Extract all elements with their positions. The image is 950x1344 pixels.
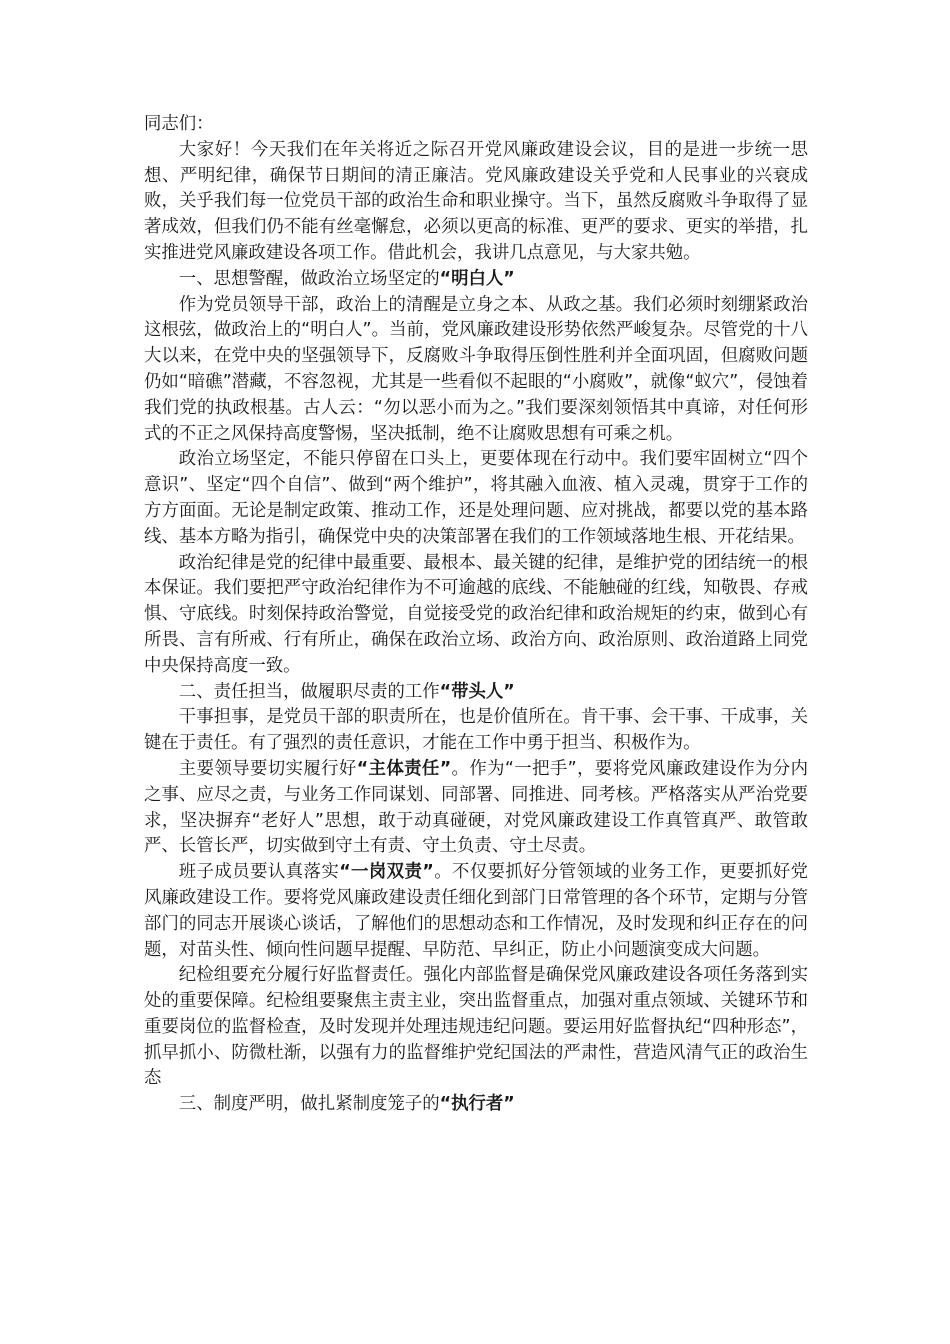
paragraph-political-stance: 政治立场坚定，不能只停留在口头上，更要体现在行动中。我们要牢固树立“四个意识”、坚定“四个自信”、做到“两个维护”，将其融入血液、植入灵魂，贯穿于工作的方方面面。无论是制定政策、推动工作，还是处理问题、应对挑战，都要以党的基本路线、基本方略为指引，确保党中央的决策部署在我们的工作领域落地生根、开花结果。	[144, 449, 808, 547]
salutation: 同志们：	[144, 114, 214, 134]
team-members-after: 。不仅要抓好分管领域的业务工作，更要抓好党风廉政建设工作。要将党风廉政建设责任细化到部门日常管理的各个环节，定期与分管部门的同志开展谈心谈话，了解他们的思想动态和工作情况，及时发现和纠正存在的问题，对苗头性、倾向性问题早提醒、早防范、早纠正，防止小问题演变成大问题。	[144, 862, 808, 960]
team-members-emphasis: “一岗双责”	[339, 862, 434, 883]
section-heading-1	[144, 267, 808, 293]
section-heading-1-text: 一、思想警醒，做政治立场坚定的	[178, 268, 440, 289]
paragraph-political-discipline: 政治纪律是党的纪律中最重要、最根本、最关键的纪律，是维护党的团结统一的根本保证。我们要把严守政治纪律作为不可逾越的底线、不能触碰的红线，知敬畏、存戒惧、守底线。时刻保持政治警觉，自觉接受党的政治纪律和政治规矩的约束，做到心有所畏、言有所戒、行有所止，确保在政治立场、政治方向、政治原则、政治道路上同党中央保持高度一致。	[144, 552, 808, 676]
paragraph-supervision: 纪检组要充分履行好监督责任。强化内部监督是确保党风廉政建设各项任务落到实处的重要保障。纪检组要聚焦主责主业，突出监督重点，加强对重点领域、关键环节和重要岗位的监督检查，及时发现并处理违规违纪问题。要运用好监督执纪“四种形态”，抓早抓小、防微杜渐，以强有力的监督维护党纪国法的严肃性，营造风清气正的政治生态	[144, 965, 808, 1089]
section-heading-3-quoted: “执行者”	[439, 1094, 515, 1115]
main-leader-before: 主要领导要切实履行好	[178, 758, 357, 779]
section-heading-3-text: 三、制度严明，做扎紧制度笼子的	[178, 1094, 440, 1115]
main-leader-emphasis: “主体责任”	[356, 758, 452, 779]
paragraph-team-members	[144, 860, 808, 963]
section-heading-3	[144, 1092, 808, 1118]
document-body	[144, 112, 808, 1118]
paragraph-main-leader	[144, 757, 808, 860]
section-heading-1-quoted: “明白人”	[439, 268, 515, 289]
paragraph-intro: 大家好！今天我们在年关将近之际召开党风廉政建设会议，目的是进一步统一思想、严明纪律，确保节日期间的清正廉洁。党风廉政建设关乎党和人民事业的兴衰成败，关乎我们每一位党员干部的政治生命和职业操守。当下，虽然反腐败斗争取得了显著成效，但我们仍不能有丝毫懈怠，必须以更高的标准、更严的要求、更实的举措，扎实推进党风廉政建设各项工作。借此机会，我讲几点意见，与大家共勉。	[144, 139, 808, 263]
main-leader-after: 。作为“一把手”，要将党风廉政建设作为分内之事、应尽之责，与业务工作同谋划、同部署、同推进、同考核。严格落实从严治党要求，坚决摒弃“老好人”思想，敢于动真碰硬，对党风廉政建设工作真管真严、敢管敢严、长管长严，切实做到守土有责、守土负责、守土尽责。	[144, 758, 808, 857]
section-heading-2-quoted: “带头人”	[439, 681, 515, 702]
section-heading-2-text: 二、责任担当，做履职尽责的工作	[178, 681, 440, 702]
team-members-before: 班子成员要认真落实	[178, 862, 340, 883]
section-heading-2	[144, 680, 808, 706]
paragraph-political-awareness: 作为党员领导干部，政治上的清醒是立身之本、从政之基。我们必须时刻绷紧政治这根弦，做政治上的“明白人”。当前，党风廉政建设形势依然严峻复杂。尽管党的十八大以来，在党中央的坚强领导下，反腐败斗争取得压倒性胜利并全面巩固，但腐败问题仍如“暗礁”潜藏，不容忽视，尤其是一些看似不起眼的“小腐败”，就像“蚁穴”，侵蚀着我们党的执政根基。古人云：“勿以恶小而为之。”我们要深刻领悟其中真谛，对任何形式的不正之风保持高度警惕，坚决抵制，绝不让腐败思想有可乘之机。	[144, 294, 808, 444]
paragraph-responsibility: 干事担事，是党员干部的职责所在，也是价值所在。肯干事、会干事、干成事，关键在于责任。有了强烈的责任意识，才能在工作中勇于担当、积极作为。	[144, 707, 808, 754]
